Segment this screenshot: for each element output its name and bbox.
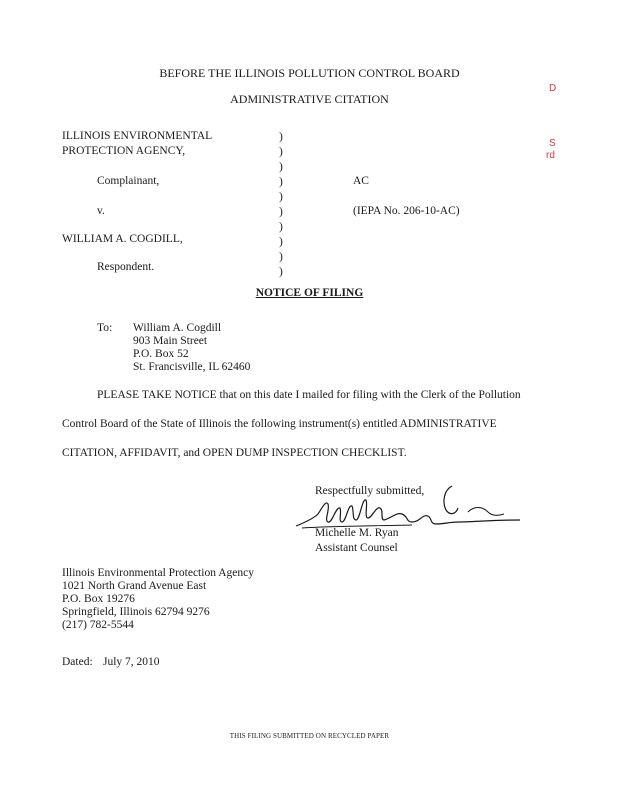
dated-label: Dated: xyxy=(62,656,93,668)
notice-title: NOTICE OF FILING xyxy=(255,287,364,299)
body-line-1: PLEASE TAKE NOTICE that on this date I mailed for filing with the Clerk of the Pollution xyxy=(97,389,521,401)
complainant-name-line2: PROTECTION AGENCY, xyxy=(62,145,186,157)
versus: v. xyxy=(97,205,105,217)
agency-name: Illinois Environmental Protection Agency xyxy=(62,567,254,579)
case-type: AC xyxy=(353,175,369,187)
received-stamp-fragment: D xyxy=(549,83,557,94)
complainant-label: Complainant, xyxy=(97,175,160,187)
addressee-po-box: P.O. Box 52 xyxy=(133,348,189,360)
agency-street: 1021 North Grand Avenue East xyxy=(62,580,207,592)
addressee-city: St. Francisville, IL 62460 xyxy=(133,361,251,373)
body-line-3: CITATION, AFFIDAVIT, and OPEN DUMP INSPECTION CHECKLIST. xyxy=(62,447,407,459)
signer-name: Michelle M. Ryan xyxy=(315,527,399,539)
agency-city: Springfield, Illinois 62794 9276 xyxy=(62,606,210,618)
signer-title: Assistant Counsel xyxy=(315,542,398,554)
closing: Respectfully submitted, xyxy=(315,485,425,497)
agency-po-box: P.O. Box 19276 xyxy=(62,593,135,605)
complainant-name-line1: ILLINOIS ENVIRONMENTAL xyxy=(62,130,213,142)
respondent-label: Respondent. xyxy=(97,261,155,273)
body-line-2: Control Board of the State of Illinois the following instrument(s) entitled ADMINISTRATIVE xyxy=(62,418,497,430)
addressee-street: 903 Main Street xyxy=(133,335,208,347)
received-stamp-fragment: rd xyxy=(546,150,555,161)
addressee-block xyxy=(133,322,250,374)
agency-phone: (217) 782-5544 xyxy=(62,619,134,631)
to-label: To: xyxy=(97,322,113,334)
case-number: (IEPA No. 206-10-AC) xyxy=(353,205,460,217)
court-heading: BEFORE THE ILLINOIS POLLUTION CONTROL BOARD xyxy=(159,66,460,80)
document-type-heading: ADMINISTRATIVE CITATION xyxy=(230,92,389,106)
respondent-name: WILLIAM A. COGDILL, xyxy=(62,233,183,245)
dated-value: July 7, 2010 xyxy=(103,656,160,668)
agency-address-block xyxy=(62,567,254,632)
addressee-name: William A. Cogdill xyxy=(133,322,222,334)
caption-parenthesis-column: ) ) ) ) ) ) ) ) ) ) xyxy=(279,131,283,278)
footer-note: THIS FILING SUBMITTED ON RECYCLED PAPER xyxy=(229,732,390,740)
received-stamp-fragment: S xyxy=(549,138,556,149)
